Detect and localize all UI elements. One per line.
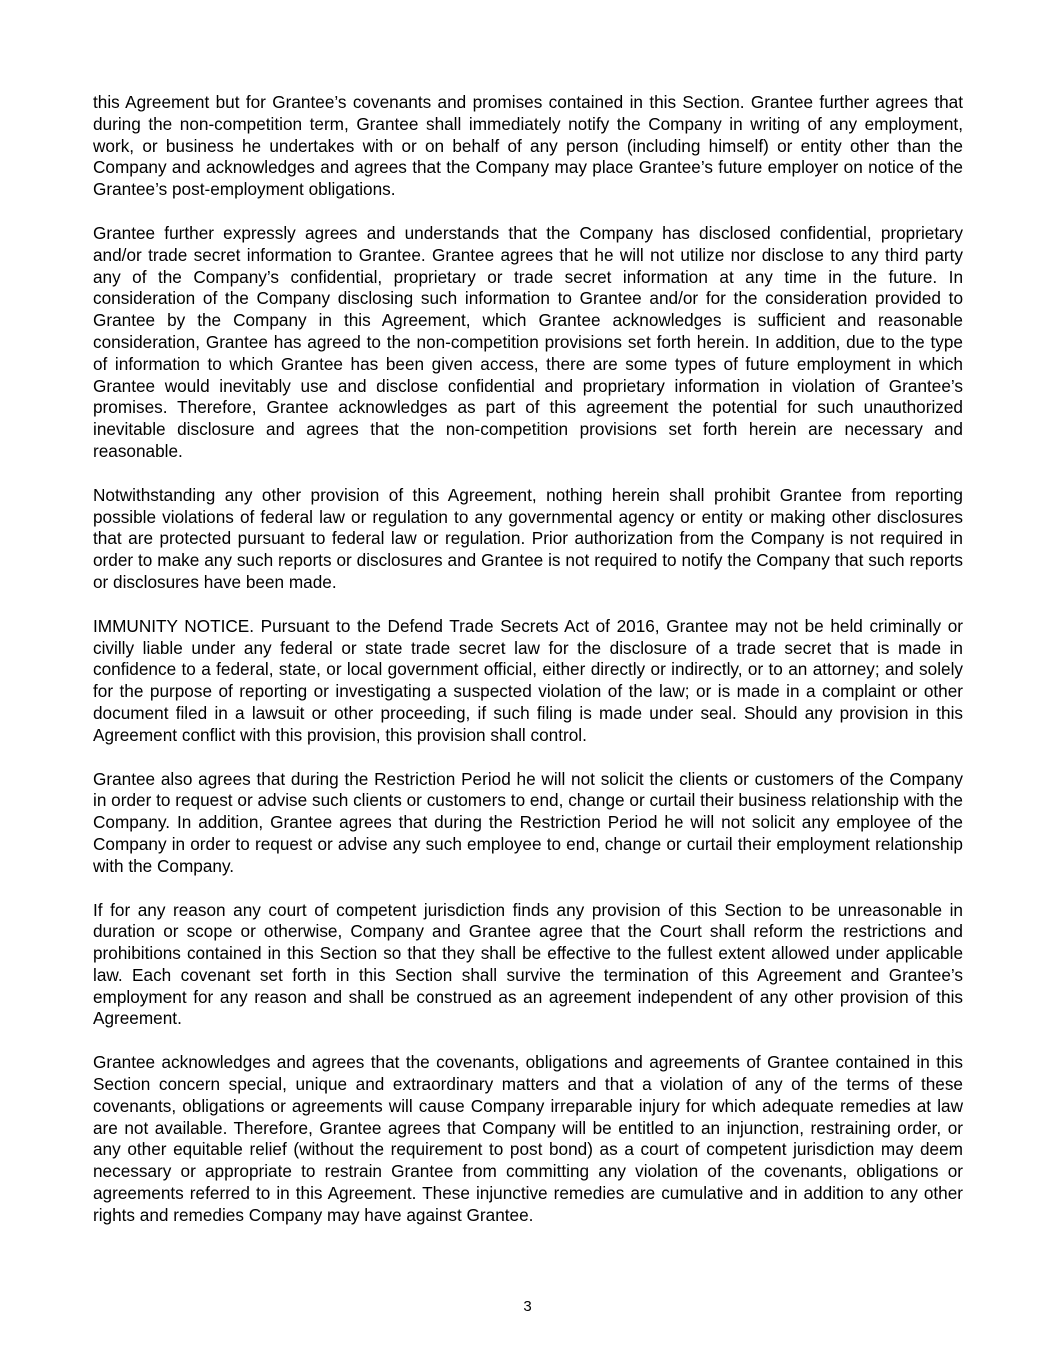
page-number: 3 (523, 1298, 532, 1315)
paragraph-confidential-information: Grantee further expressly agrees and understands that the Company has disclosed confidential, proprietary and/or trade secret information to Grantee. Grantee agrees that he will not utilize nor disclose to any third party any of the Company’s confidential, proprietary or trade secret information at any time in the future. In consideration of the Company disclosing such information to Grantee and/or for the consideration provided to Grantee by the Company in this Agreement, which Grantee acknowledges is sufficient and reasonable consideration, Grantee has agreed to the non-competition provisions set forth herein. In addition, due to the type of information to which Grantee has been given access, there are some types of future employment in which Grantee would inevitably use and disclose confidential and proprietary information in violation of Grantee’s promises. Therefore, Grantee acknowledges as part of this agreement the potential for such unauthorized inevitable disclosure and agrees that the non-competition provisions set forth herein are necessary and reasonable. (93, 222, 963, 461)
paragraph-non-competition-notice: this Agreement but for Grantee’s covenants and promises contained in this Section. Grantee further agrees that during the non-competition term, Grantee shall immediately notify the Company in writing of any employment, work, or business he undertakes with or on behalf of any person (including himself) or entity other than the Company and acknowledges and agrees that the Company may place Grantee’s future employer on notice of the Grantee’s post-employment obligations. (93, 92, 963, 200)
paragraph-non-solicitation: Grantee also agrees that during the Restriction Period he will not solicit the clients or customers of the Company in order to request or advise such clients or customers to end, change or curtail their business relationship with the Company. In addition, Grantee agrees that during the Restriction Period he will not solicit any employee of the Company in order to request or advise any such employee to end, change or curtail their employment relationship with the Company. (93, 768, 963, 876)
paragraph-whistleblower-reporting: Notwithstanding any other provision of this Agreement, nothing herein shall prohibit Grantee from reporting possible violations of federal law or regulation to any governmental agency or entity or making other disclosures that are protected pursuant to federal law or regulation. Prior authorization from the Company is not required in order to make any such reports or disclosures and Grantee is not required to notify the Company that such reports or disclosures have been made. (93, 484, 963, 592)
paragraph-injunctive-relief: Grantee acknowledges and agrees that the covenants, obligations and agreements of Grantee contained in this Section concern special, unique and extraordinary matters and that a violation of any of the terms of these covenants, obligations or agreements will cause Company irreparable injury for which adequate remedies at law are not available. Therefore, Grantee agrees that Company will be entitled to an injunction, restraining order, or any other equitable relief (without the requirement to post bond) as a court of competent jurisdiction may deem necessary or appropriate to restrain Grantee from committing any violation of the covenants, obligations or agreements referred to in this Agreement. These injunctive remedies are cumulative and in addition to any other rights and remedies Company may have against Grantee. (93, 1052, 963, 1225)
paragraph-immunity-notice: IMMUNITY NOTICE. Pursuant to the Defend Trade Secrets Act of 2016, Grantee may not be held criminally or civilly liable under any federal or state trade secret law for the disclosure of a trade secret that is made in confidence to a federal, state, or local government official, either directly or indirectly, or to an attorney; and solely for the purpose of reporting or investigating a suspected violation of the law; or is made in a complaint or other document filed in a lawsuit or other proceeding, if such filing is made under seal. Should any provision in this Agreement conflict with this provision, this provision shall control. (93, 615, 963, 745)
paragraph-reformation: If for any reason any court of competent jurisdiction finds any provision of this Section to be unreasonable in duration or scope or otherwise, Company and Grantee agree that the Court shall reform the restrictions and prohibitions contained in this Section so that they shall be effective to the fullest extent allowed under applicable law. Each covenant set forth in this Section shall survive the termination of this Agreement and Grantee’s employment for any reason and shall be construed as an agreement independent of any other provision of this Agreement. (93, 899, 963, 1029)
document-body (93, 92, 963, 1249)
